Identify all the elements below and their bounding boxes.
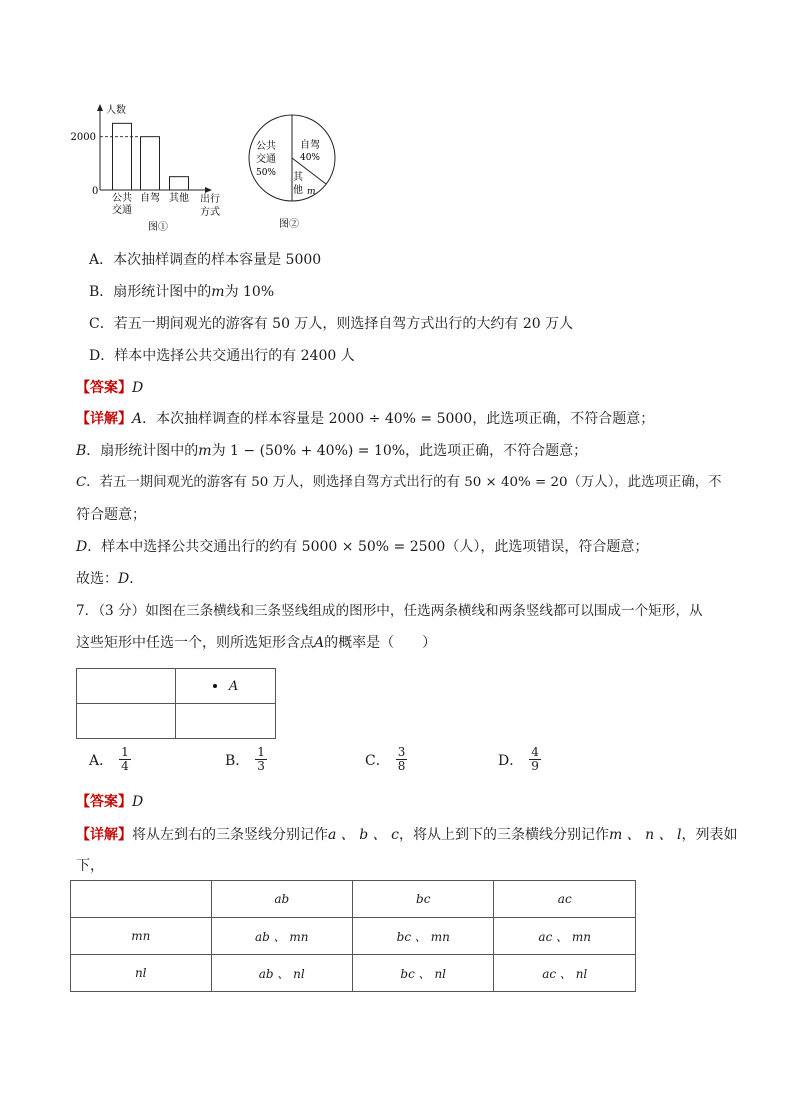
table-cell: mn — [71, 918, 212, 955]
q6-option-d: D．样本中选择公共交通出行的有 2400 人 — [89, 348, 355, 364]
q6-detail-b — [76, 442, 587, 460]
grid-cell-top-right — [176, 669, 276, 704]
q7-stem-line2 — [76, 634, 436, 652]
q7-detail-label: 【详解】 — [76, 827, 132, 843]
q7-answer-value: D — [132, 794, 144, 810]
bar-1 — [113, 123, 132, 190]
q6-detail-a-text: ．本次抽样调查的样本容量是 2000 ÷ 40% = 5000，此选项正确，不符合题意； — [142, 411, 655, 427]
q7-option-b-num: 1 — [257, 745, 265, 759]
q7-grid-figure — [76, 668, 276, 739]
bar-3 — [170, 177, 189, 190]
slice-other-line1: 其 — [293, 172, 303, 183]
point-a-dot — [213, 684, 217, 688]
origin-label: 0 — [92, 186, 99, 197]
q7-detail-pre: 将从左到右的三条竖线分别记作 — [132, 827, 328, 843]
grid-cell-bottom-right — [176, 704, 276, 739]
slice-public-line1: 公共 — [256, 141, 276, 152]
q7-detail-vars2: m 、 n 、 l — [608, 827, 682, 843]
q6-answer-label: 【答案】 — [76, 380, 132, 396]
x-axis-label-line2: 方式 — [200, 207, 220, 218]
q7-option-b-den: 3 — [257, 759, 265, 773]
figure1-caption: 图① — [148, 222, 168, 233]
bar-group — [113, 123, 189, 190]
table-cell: nl — [71, 955, 212, 992]
table-header-cell — [71, 881, 212, 918]
table-cell: bc 、 nl — [352, 955, 493, 992]
q6-option-a: A．本次抽样调查的样本容量是 5000 — [89, 252, 322, 268]
bar-chart-figure — [70, 100, 240, 235]
q7-option-c-den: 8 — [397, 759, 406, 773]
q6-option-c: C．若五一期间观光的游客有 50 万人，则选择自驾方式出行的大约有 20 万人 — [89, 316, 574, 332]
q7-option-b-letter: B． — [225, 752, 250, 769]
q7-option-a-letter: A． — [89, 752, 114, 769]
q7-stem-pre: 这些矩形中任选一个，则所选矩形含点 — [76, 635, 314, 651]
q7-stem-post: 的概率是（ ） — [324, 635, 437, 651]
table-cell: ac 、 mn — [494, 918, 636, 955]
q6-conclusion-pre: 故选： — [76, 571, 118, 587]
table-header-cell: ab — [211, 881, 352, 918]
q7-stem-line1: 7．（3 分）如图在三条横线和三条竖线组成的图形中，任选两条横线和两条竖线都可以围成一个矩形，从 — [76, 603, 703, 619]
q7-answer — [76, 793, 143, 811]
table-cell: ac 、 nl — [494, 955, 636, 992]
q6-detail-d-letter: D — [76, 539, 88, 555]
q6-answer-value: D — [132, 380, 144, 396]
q6-detail-c — [76, 474, 722, 492]
q7-option-b — [225, 746, 267, 773]
slice-other-line2: 他 — [293, 185, 303, 196]
q7-option-a-den: 4 — [121, 759, 129, 773]
q7-answer-label: 【答案】 — [76, 794, 132, 810]
q7-detail-vars1: a 、 b 、 c — [328, 827, 399, 843]
table-header-cell: bc — [352, 881, 493, 918]
q6-detail-c-letter: C — [76, 475, 87, 490]
q6-detail-b-var: m — [198, 443, 212, 459]
x-cat-2: 自驾 — [140, 193, 160, 204]
table-header-row — [71, 881, 636, 918]
y-tick-2000: 2000 — [70, 132, 96, 144]
q7-option-b-fraction — [255, 746, 267, 773]
q7-option-d — [498, 746, 541, 773]
q6-detail-c-cont: 符合题意； — [76, 507, 146, 523]
table-cell: ab 、 nl — [211, 955, 352, 992]
q6-detail-d — [76, 538, 648, 556]
pie-chart-figure — [246, 108, 340, 233]
q6-option-b-var: m — [211, 284, 225, 300]
table-cell: ab 、 mn — [211, 918, 352, 955]
x-cat-1-line2: 交通 — [112, 205, 132, 216]
q6-option-b-post: 为 10% — [224, 284, 275, 300]
q7-combination-table — [70, 880, 636, 992]
q7-option-d-letter: D． — [498, 752, 524, 769]
grid-cell-bottom-left — [77, 704, 176, 739]
q7-option-a-fraction — [119, 746, 131, 773]
q7-option-d-num: 4 — [531, 745, 539, 759]
x-axis-label-line1: 出行 — [200, 194, 220, 205]
q6-answer — [76, 379, 143, 397]
y-axis-arrow — [97, 104, 103, 111]
y-axis-label: 人数 — [106, 105, 126, 116]
table-header-cell: ac — [494, 881, 636, 918]
q6-conclusion-post: ． — [129, 571, 144, 587]
x-cat-1-line1: 公共 — [112, 193, 132, 204]
grid-cell-top-left — [77, 669, 176, 704]
x-cat-3: 其他 — [169, 193, 189, 204]
q7-detail-post: ，列表如 — [681, 827, 738, 843]
q6-conclusion — [76, 570, 143, 588]
slice-other-var: m — [307, 187, 316, 197]
point-a-label: A — [228, 678, 239, 694]
q7-option-d-fraction — [529, 746, 541, 773]
table-row — [71, 955, 636, 992]
q6-detail-d-text: ．样本中选择公共交通出行的约有 5000 × 50% = 2500（人），此选项错误，符合题意； — [87, 539, 649, 555]
q6-detail-c-text: ．若五一期间观光的游客有 50 万人，则选择自驾方式出行的有 50 × 40% = 20（万人），此选项正确，不 — [86, 475, 722, 490]
figure2-caption: 图② — [279, 219, 299, 230]
q6-conclusion-letter: D — [118, 571, 130, 587]
slice-self-drive-pct: 40% — [299, 153, 321, 163]
bar-2 — [141, 137, 160, 190]
q7-option-a — [89, 746, 131, 773]
q6-detail-b-letter: B — [76, 443, 87, 459]
q6-detail-a-letter: A — [132, 411, 143, 427]
q6-detail-label: 【详解】 — [76, 411, 132, 427]
q7-option-a-num: 1 — [121, 745, 129, 759]
q7-option-c-num: 3 — [397, 745, 406, 759]
q6-detail-b-post: 为 1 − (50% + 40%) = 10%，此选项正确，不符合题意； — [211, 443, 588, 459]
x-axis-arrow — [205, 187, 212, 193]
table-cell: bc 、 mn — [352, 918, 493, 955]
table-row — [71, 918, 636, 955]
q6-option-b — [89, 283, 274, 301]
q6-detail-b-pre: ．扇形统计图中的 — [86, 443, 199, 459]
q7-detail-mid: ，将从上到下的三条横线分别记作 — [398, 827, 609, 843]
q6-option-b-pre: B．扇形统计图中的 — [89, 284, 212, 300]
slice-self-drive-name: 自驾 — [300, 140, 320, 151]
q7-option-d-den: 9 — [531, 759, 539, 773]
q6-detail-a — [76, 410, 654, 428]
slice-public-pct: 50% — [255, 168, 277, 178]
q7-detail-cont: 下， — [76, 858, 104, 874]
slice-public-line2: 交通 — [256, 154, 276, 165]
q7-detail — [76, 826, 738, 844]
q7-stem-var: A — [314, 635, 325, 651]
q7-option-c-letter: C． — [365, 752, 390, 769]
q7-option-c — [365, 746, 407, 773]
q7-option-c-fraction — [396, 746, 408, 773]
